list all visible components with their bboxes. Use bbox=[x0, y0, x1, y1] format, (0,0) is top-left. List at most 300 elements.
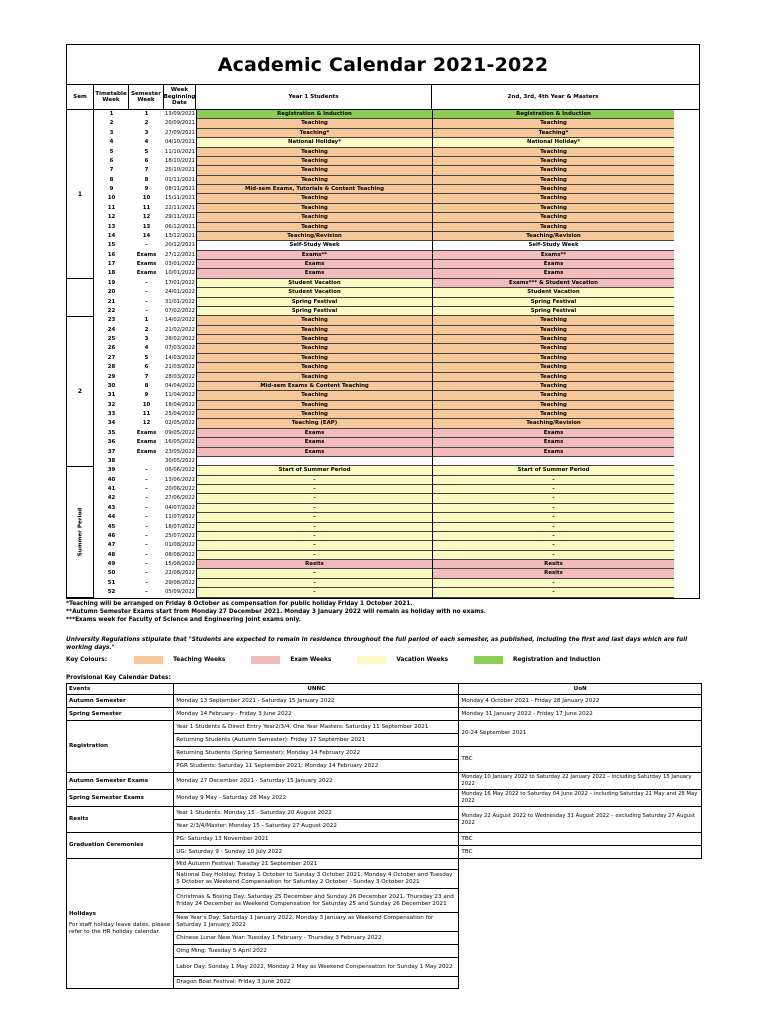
semester-week: 3 bbox=[144, 336, 149, 342]
table-row bbox=[67, 523, 699, 532]
week-beginning-date: 07/03/2022 bbox=[165, 345, 195, 352]
year2-activity: - bbox=[432, 513, 674, 522]
semester-cell bbox=[67, 317, 94, 467]
table-row bbox=[67, 504, 699, 513]
year2-activity: Teaching bbox=[432, 401, 674, 410]
year1-activity: National Holiday* bbox=[196, 138, 432, 147]
timetable-week: 8 bbox=[109, 176, 114, 183]
unnc-date: National Day Holiday: Friday 1 October to Sunday 3 October 2021, Monday 4 October and Tuesday 5 October as Weekend Compensation for Saturday 2 October - Sunday 3 October 2021 bbox=[174, 870, 459, 889]
table-row bbox=[67, 251, 699, 260]
semester-week: Exams bbox=[136, 270, 157, 277]
year2-activity: Teaching bbox=[432, 119, 674, 128]
event-name: Resits bbox=[67, 807, 174, 833]
timetable-week: 31 bbox=[107, 392, 116, 399]
semester-cell bbox=[67, 110, 94, 279]
semester-cell bbox=[67, 467, 94, 598]
timetable-week: 11 bbox=[107, 204, 116, 211]
timetable-week: 6 bbox=[109, 157, 114, 164]
table-row bbox=[67, 279, 699, 288]
semester-week: 1 bbox=[144, 111, 149, 117]
timetable-week: 21 bbox=[107, 298, 116, 305]
semester-cell bbox=[67, 279, 94, 317]
table-row bbox=[67, 119, 699, 128]
table-row bbox=[67, 485, 699, 494]
unnc-date: Monday 14 February - Friday 3 June 2022 bbox=[174, 708, 459, 721]
year2-activity bbox=[432, 457, 674, 466]
year2-activity: Exams bbox=[432, 260, 674, 269]
unnc-date: Returning Students (Autumn Semester): Friday 17 September 2021 bbox=[174, 734, 459, 747]
semester-week: 10 bbox=[142, 401, 151, 408]
uon-date: Monday 16 May 2022 to Saturday 04 June 2022 – including Saturday 21 May and 28 May 2022 bbox=[459, 790, 702, 807]
unnc-date: PGR Students: Saturday 11 September 2021; Monday 14 February 2022 bbox=[174, 760, 459, 773]
year2-activity: Teaching bbox=[432, 213, 674, 222]
year2-activity: Teaching bbox=[432, 316, 674, 325]
semester-week: Exams bbox=[136, 439, 157, 446]
timetable-week: 12 bbox=[107, 214, 116, 221]
year2-activity: Exams** bbox=[432, 251, 674, 260]
table-row bbox=[67, 326, 699, 335]
year2-activity: Teaching/Revision bbox=[432, 419, 674, 428]
table-row bbox=[67, 708, 702, 721]
year2-activity: Spring Festival bbox=[432, 298, 674, 307]
semester-week: 7 bbox=[144, 167, 149, 174]
timetable-week: 37 bbox=[107, 448, 116, 455]
timetable-week: 1 bbox=[109, 111, 114, 117]
year1-activity: - bbox=[196, 513, 432, 522]
year1-activity: Exams bbox=[196, 269, 432, 278]
event-name: Spring Semester Exams bbox=[67, 790, 174, 807]
key-dates-table bbox=[66, 683, 702, 989]
year1-activity: Teaching bbox=[196, 316, 432, 325]
semester-week: 11 bbox=[142, 411, 151, 417]
year1-activity: Student Vacation bbox=[196, 288, 432, 297]
footnote: **Autumn Semester Exams start from Monday 27 December 2021. Monday 3 January 2022 will remain as holiday with no exams. bbox=[66, 609, 486, 615]
timetable-week: 39 bbox=[107, 467, 116, 474]
year1-activity: - bbox=[196, 532, 432, 541]
timetable-week: 7 bbox=[109, 167, 114, 174]
unnc-date: Returning Students (Spring Semester): Monday 14 February 2022 bbox=[174, 747, 459, 760]
semester-week: 8 bbox=[144, 382, 149, 389]
year1-activity: Teaching* bbox=[196, 129, 432, 138]
year1-activity: Spring Festival bbox=[196, 307, 432, 316]
week-beginning-date: 21/02/2022 bbox=[165, 326, 195, 333]
semester-week: 11 bbox=[142, 204, 151, 211]
table-row bbox=[67, 307, 699, 316]
semester-week: Exams bbox=[136, 261, 157, 267]
swatch-vacation bbox=[357, 656, 386, 664]
timetable-week: 40 bbox=[107, 476, 116, 483]
year2-activity: National Holiday* bbox=[432, 138, 674, 147]
timetable-week: 45 bbox=[107, 523, 116, 530]
year1-activity: Exams** bbox=[196, 251, 432, 260]
table-row bbox=[67, 344, 699, 353]
table-row bbox=[67, 288, 699, 297]
table-row bbox=[67, 269, 699, 278]
timetable-week: 10 bbox=[107, 195, 116, 202]
week-beginning-date: 06/06/2022 bbox=[165, 467, 195, 474]
table-row bbox=[67, 166, 699, 175]
timetable-week: 44 bbox=[107, 514, 116, 521]
year2-activity: Teaching bbox=[432, 204, 674, 213]
unnc-date: Labor Day: Sunday 1 May 2022, Monday 2 May as Weekend Compensation for Sunday 1 May 2022 bbox=[174, 958, 459, 977]
table-row bbox=[67, 298, 699, 307]
timetable-week: 24 bbox=[107, 326, 116, 333]
year1-activity: - bbox=[196, 485, 432, 494]
footnotes bbox=[66, 600, 706, 624]
table-row bbox=[67, 476, 699, 485]
semester-label: 2 bbox=[77, 387, 83, 395]
year2-activity: Teaching bbox=[432, 157, 674, 166]
year2-activity: - bbox=[432, 476, 674, 485]
year1-activity: - bbox=[196, 579, 432, 588]
year2-activity: - bbox=[432, 485, 674, 494]
year2-activity: Teaching bbox=[432, 410, 674, 419]
timetable-week: 26 bbox=[107, 345, 116, 352]
timetable-week: 43 bbox=[107, 504, 116, 511]
swatch-teaching bbox=[134, 656, 163, 664]
year1-activity: Registration & Induction bbox=[196, 110, 432, 119]
year1-activity: Teaching bbox=[196, 213, 432, 222]
empty-cell bbox=[459, 859, 702, 989]
year1-activity: Exams bbox=[196, 448, 432, 457]
table-row bbox=[67, 410, 699, 419]
table-row bbox=[67, 494, 699, 503]
uon-date: TBC bbox=[459, 846, 702, 859]
year2-activity: Resits bbox=[432, 569, 674, 578]
year1-activity: Teaching (EAP) bbox=[196, 419, 432, 428]
year2-activity: Teaching bbox=[432, 185, 674, 194]
uon-date: TBC bbox=[459, 747, 702, 773]
key-registration-label: Registration and Induction bbox=[513, 657, 601, 663]
year1-activity: Resits bbox=[196, 560, 432, 569]
table-row bbox=[67, 194, 699, 203]
year1-activity: - bbox=[196, 504, 432, 513]
year2-activity: Self-Study Week bbox=[432, 241, 674, 250]
week-beginning-date: 13/09/2021 bbox=[165, 111, 195, 117]
event-name: Holidays bbox=[69, 911, 96, 917]
year2-activity: - bbox=[432, 588, 674, 597]
year2-activity: Teaching bbox=[432, 148, 674, 157]
table-row bbox=[67, 833, 702, 846]
timetable-week: 52 bbox=[107, 589, 116, 596]
timetable-week: 34 bbox=[107, 420, 116, 427]
week-beginning-date: 18/10/2021 bbox=[165, 157, 195, 164]
year2-activity: Exams bbox=[432, 269, 674, 278]
uon-date: TBC bbox=[459, 833, 702, 846]
table-row bbox=[67, 241, 699, 250]
semester-week: - bbox=[145, 279, 148, 286]
table-row bbox=[67, 807, 702, 820]
unnc-date: Qing Ming: Tuesday 5 April 2022 bbox=[174, 945, 459, 958]
year1-activity: - bbox=[196, 476, 432, 485]
week-beginning-date: 04/10/2021 bbox=[165, 139, 195, 146]
unnc-date: Monday 13 September 2021 - Saturday 15 January 2022 bbox=[174, 695, 459, 708]
year2-activity: - bbox=[432, 532, 674, 541]
semester-week: - bbox=[145, 467, 148, 474]
week-beginning-date: 27/12/2021 bbox=[165, 251, 195, 258]
semester-week: 2 bbox=[144, 120, 149, 127]
uon-date: Monday 10 January 2022 to Saturday 22 January 2022 – including Saturday 15 January 2022 bbox=[459, 773, 702, 790]
year1-activity: - bbox=[196, 588, 432, 597]
timetable-week: 17 bbox=[107, 261, 116, 267]
semester-week: 5 bbox=[144, 354, 149, 361]
table-row bbox=[67, 532, 699, 541]
week-beginning-date: 27/06/2022 bbox=[165, 495, 195, 502]
week-beginning-date: 18/04/2022 bbox=[165, 401, 195, 408]
year1-activity: Exams bbox=[196, 429, 432, 438]
year2-activity: Exams bbox=[432, 448, 674, 457]
semester-week: Exams bbox=[136, 448, 157, 455]
semester-week: 1 bbox=[144, 317, 149, 324]
table-row bbox=[67, 401, 699, 410]
unnc-date: Mid Autumn Festival: Tuesday 21 September 2021 bbox=[174, 859, 459, 870]
timetable-week: 46 bbox=[107, 532, 116, 539]
semester-week: - bbox=[145, 514, 148, 521]
week-beginning-date: 01/08/2022 bbox=[165, 542, 195, 549]
year2-activity: Teaching bbox=[432, 354, 674, 363]
semester-week: - bbox=[145, 495, 148, 502]
table-row bbox=[67, 223, 699, 232]
table-row bbox=[67, 185, 699, 194]
week-beginning-date: 30/05/2022 bbox=[165, 457, 195, 464]
week-beginning-date: 11/10/2021 bbox=[165, 148, 195, 155]
table-row bbox=[67, 695, 702, 708]
timetable-week: 28 bbox=[107, 364, 116, 371]
year1-activity: - bbox=[196, 494, 432, 503]
year1-activity: Teaching bbox=[196, 223, 432, 232]
semester-week: 9 bbox=[144, 186, 149, 192]
table-row bbox=[67, 232, 699, 241]
week-beginning-date: 23/05/2022 bbox=[165, 448, 195, 455]
year2-activity: Teaching bbox=[432, 223, 674, 232]
week-beginning-date: 03/01/2022 bbox=[165, 261, 195, 267]
year1-activity: Start of Summer Period bbox=[196, 466, 432, 475]
year2-activity: - bbox=[432, 494, 674, 503]
table-row bbox=[67, 579, 699, 588]
timetable-week: 30 bbox=[107, 382, 116, 389]
week-beginning-date: 31/01/2022 bbox=[165, 298, 195, 305]
year1-activity: - bbox=[196, 551, 432, 560]
week-beginning-date: 20/06/2022 bbox=[165, 486, 195, 492]
semester-week: - bbox=[145, 289, 148, 296]
year1-activity: Teaching bbox=[196, 354, 432, 363]
year2-activity: Teaching* bbox=[432, 129, 674, 138]
week-beginning-date: 16/05/2022 bbox=[165, 439, 195, 446]
table-row bbox=[67, 429, 699, 438]
week-beginning-date: 11/07/2022 bbox=[165, 514, 195, 521]
week-beginning-date: 04/04/2022 bbox=[165, 382, 195, 389]
semester-week: - bbox=[145, 242, 148, 249]
table-row bbox=[67, 448, 699, 457]
timetable-week: 33 bbox=[107, 411, 116, 417]
year1-activity: Teaching bbox=[196, 344, 432, 353]
year1-activity: Teaching/Revision bbox=[196, 232, 432, 241]
table-row bbox=[67, 335, 699, 344]
timetable-week: 9 bbox=[109, 186, 114, 192]
year1-activity: Teaching bbox=[196, 204, 432, 213]
year2-activity: Teaching bbox=[432, 363, 674, 372]
semester-week: 8 bbox=[144, 176, 149, 183]
week-beginning-date: 13/12/2021 bbox=[165, 232, 195, 239]
week-beginning-date: 10/01/2022 bbox=[165, 270, 195, 277]
year1-activity: Teaching bbox=[196, 391, 432, 400]
key-vacation-label: Vacation Weeks bbox=[396, 657, 449, 663]
unnc-date: Monday 9 May - Saturday 28 May 2022 bbox=[174, 790, 459, 807]
year1-activity: Teaching bbox=[196, 148, 432, 157]
unnc-date: Year 2/3/4/Master: Monday 15 - Saturday 27 August 2022 bbox=[174, 820, 459, 833]
header-uon: UoN bbox=[459, 684, 702, 695]
week-beginning-date: 14/03/2022 bbox=[165, 354, 195, 361]
week-beginning-date: 08/08/2022 bbox=[165, 551, 195, 558]
event-name: Autumn Semester Exams bbox=[67, 773, 174, 790]
table-row bbox=[67, 363, 699, 372]
year1-activity: Teaching bbox=[196, 326, 432, 335]
week-beginning-date: 09/05/2022 bbox=[165, 429, 195, 436]
swatch-exam bbox=[251, 656, 280, 664]
holiday-note: For staff holiday leave dates, please refer to the HR holiday calendar. bbox=[69, 922, 171, 935]
week-beginning-date: 29/11/2021 bbox=[165, 214, 195, 221]
semester-week: 13 bbox=[142, 223, 151, 230]
unnc-date: Christmas & Boxing Day: Saturday 25 December and Sunday 26 December 2021, Thursday 23 and Friday 24 December as Weekend Compensation for Saturday 25 and Sunday 26 December 2021 bbox=[174, 889, 459, 913]
year2-activity: - bbox=[432, 551, 674, 560]
week-beginning-date: 05/09/2022 bbox=[165, 589, 195, 596]
semester-week bbox=[129, 457, 164, 466]
timetable-week: 15 bbox=[107, 242, 116, 249]
year1-activity bbox=[196, 457, 432, 466]
table-row bbox=[67, 260, 699, 269]
footnote: ***Exams week for Faculty of Science and Engineering joint exams only. bbox=[66, 617, 301, 623]
semester-week: - bbox=[145, 476, 148, 483]
year1-activity: Spring Festival bbox=[196, 298, 432, 307]
year1-activity: Teaching bbox=[196, 401, 432, 410]
unnc-date: UG: Saturday 9 - Sunday 10 July 2022 bbox=[174, 846, 459, 859]
year1-activity: Teaching bbox=[196, 157, 432, 166]
year1-activity: Self-Study Week bbox=[196, 241, 432, 250]
event-name: Spring Semester bbox=[67, 708, 174, 721]
week-beginning-date: 25/07/2022 bbox=[165, 532, 195, 539]
timetable-week: 23 bbox=[107, 317, 116, 324]
semester-week: 6 bbox=[144, 157, 149, 164]
table-row bbox=[67, 391, 699, 400]
timetable-week: 18 bbox=[107, 270, 116, 277]
table-row bbox=[67, 316, 699, 325]
week-beginning-date: 02/05/2022 bbox=[165, 420, 195, 427]
week-beginning-date: 11/04/2022 bbox=[165, 392, 195, 399]
table-row bbox=[67, 373, 699, 382]
week-beginning-date: 27/09/2021 bbox=[165, 129, 195, 136]
week-beginning-date: 04/07/2022 bbox=[165, 504, 195, 511]
semester-week: - bbox=[145, 307, 148, 314]
week-beginning-date: 22/08/2022 bbox=[165, 570, 195, 577]
event-name: Registration bbox=[67, 721, 174, 773]
semester-week: 4 bbox=[144, 345, 149, 352]
semester-week: - bbox=[145, 589, 148, 596]
table-row bbox=[67, 773, 702, 790]
timetable-week: 4 bbox=[109, 139, 114, 146]
semester-week: - bbox=[145, 486, 148, 492]
unnc-date: Year 1 Students & Direct Entry Year2/3/4, One Year Masters: Saturday 11 September 2021 bbox=[174, 721, 459, 734]
year2-activity: Exams bbox=[432, 429, 674, 438]
week-beginning-date: 20/09/2021 bbox=[165, 120, 195, 127]
provisional-title: Provisional Key Calendar Dates: bbox=[66, 675, 171, 681]
uon-date: Monday 4 October 2021 - Friday 28 January 2022 bbox=[459, 695, 702, 708]
semester-week: Exams bbox=[136, 251, 157, 258]
regulation-text: University Regulations stipulate that "Students are expected to remain in residence throughout the full period of each semester, as published, including the first and last days which are full working days." bbox=[66, 637, 688, 651]
unnc-date: Dragon Boat Festival: Friday 3 June 2022 bbox=[174, 977, 459, 989]
year2-activity: Start of Summer Period bbox=[432, 466, 674, 475]
semester-week: - bbox=[145, 570, 148, 577]
table-row bbox=[67, 466, 699, 475]
week-beginning-date: 28/03/2022 bbox=[165, 373, 195, 380]
table-row bbox=[67, 213, 699, 222]
timetable-week: 3 bbox=[109, 129, 114, 136]
year2-activity: Teaching bbox=[432, 326, 674, 335]
year1-activity: - bbox=[196, 541, 432, 550]
year1-activity: - bbox=[196, 569, 432, 578]
year2-activity: Teaching bbox=[432, 344, 674, 353]
unnc-date: PG: Saturday 13 November 2021 bbox=[174, 833, 459, 846]
year2-activity: Exams*** & Student Vacation bbox=[432, 279, 674, 288]
semester-week: 14 bbox=[142, 232, 151, 239]
key-colours bbox=[66, 656, 627, 664]
table-row bbox=[67, 721, 702, 734]
year2-activity: - bbox=[432, 579, 674, 588]
table-row bbox=[67, 176, 699, 185]
week-beginning-date: 13/06/2022 bbox=[165, 476, 195, 483]
uon-date: 20-24 September 2021 bbox=[459, 721, 702, 747]
timetable-week: 35 bbox=[107, 429, 116, 436]
week-beginning-date: 01/11/2021 bbox=[165, 176, 195, 183]
year2-activity: - bbox=[432, 541, 674, 550]
semester-week: 2 bbox=[144, 326, 149, 333]
year2-activity: Exams bbox=[432, 438, 674, 447]
key-exam-label: Exam Weeks bbox=[290, 657, 332, 663]
timetable-week: 5 bbox=[109, 148, 114, 155]
year1-activity: Teaching bbox=[196, 410, 432, 419]
table-row bbox=[67, 560, 699, 569]
week-beginning-date: 22/11/2021 bbox=[165, 204, 195, 211]
week-beginning-date: 25/10/2021 bbox=[165, 167, 195, 174]
timetable-week: 22 bbox=[107, 307, 116, 314]
timetable-week: 16 bbox=[107, 251, 116, 258]
event-name: Graduation Ceremonies bbox=[67, 833, 174, 859]
timetable-week: 51 bbox=[107, 579, 116, 586]
header-year2: 2nd, 3rd, 4th Year & Masters bbox=[507, 93, 599, 100]
year1-activity: Teaching bbox=[196, 373, 432, 382]
table-row bbox=[67, 790, 702, 807]
week-beginning-date: 28/02/2022 bbox=[165, 336, 195, 342]
year2-activity: Teaching bbox=[432, 391, 674, 400]
week-beginning-date: 15/11/2021 bbox=[165, 195, 195, 202]
semester-week: 3 bbox=[144, 129, 149, 136]
year1-activity: Teaching bbox=[196, 194, 432, 203]
year1-activity: Teaching bbox=[196, 363, 432, 372]
week-beginning-date: 25/04/2022 bbox=[165, 411, 195, 417]
semester-week: 10 bbox=[142, 195, 151, 202]
key-dates-header bbox=[67, 684, 702, 695]
timetable-week: 25 bbox=[107, 336, 116, 342]
semester-week: - bbox=[145, 298, 148, 305]
semester-week: - bbox=[145, 504, 148, 511]
week-beginning-date: 20/12/2021 bbox=[165, 242, 195, 249]
header-semester-week: Semester Week bbox=[129, 85, 164, 109]
year2-activity: Teaching bbox=[432, 373, 674, 382]
semester-label: Summer Period bbox=[77, 507, 83, 557]
unnc-date: Chinese Lunar New Year: Tuesday 1 February - Thursday 3 February 2022 bbox=[174, 932, 459, 945]
year1-activity: - bbox=[196, 523, 432, 532]
timetable-week: 27 bbox=[107, 354, 116, 361]
week-beginning-date: 06/12/2021 bbox=[165, 223, 195, 230]
